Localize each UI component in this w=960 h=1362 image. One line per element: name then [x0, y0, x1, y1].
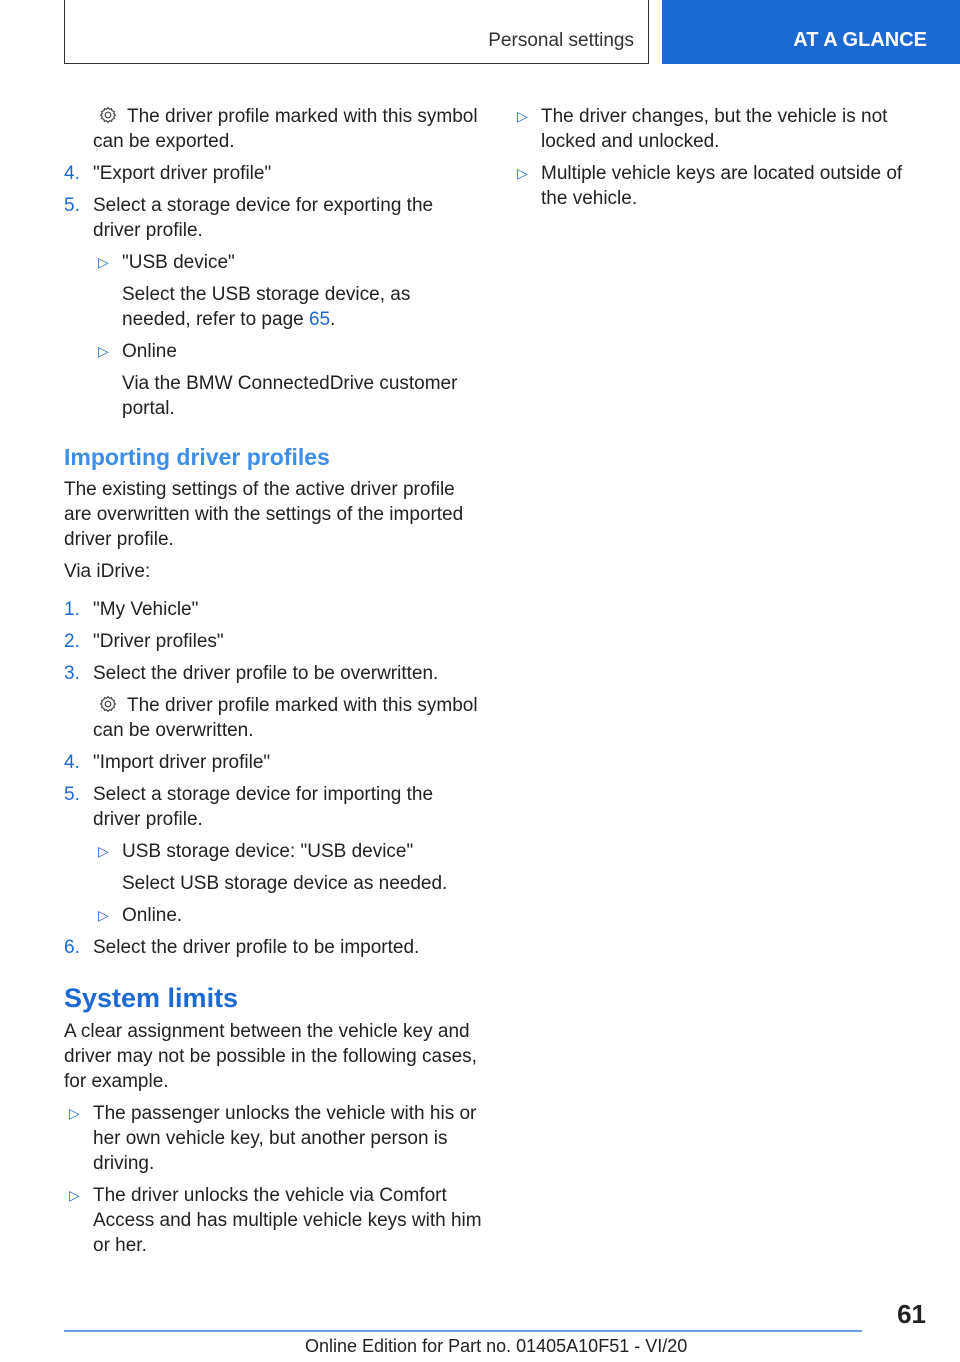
step-text: "Import driver profile" — [93, 752, 271, 773]
triangle-right-icon: ▷ — [517, 165, 528, 181]
list-item-import-2 — [64, 629, 484, 654]
sub-item-label: "USB device" — [122, 252, 235, 273]
list-item-import-3 — [64, 661, 484, 686]
sub-item-online-import — [64, 903, 484, 928]
bullet-text: The driver changes, but the vehicle is not locked and unlocked. — [541, 106, 888, 152]
step-text: Select a storage device for importing the driver profile. — [93, 784, 434, 830]
triangle-right-icon: ▷ — [517, 108, 528, 124]
bullet-text: The driver unlocks the vehicle via Comfort Access and has multiple vehicle keys with him or her. — [93, 1185, 482, 1256]
triangle-right-icon: ▷ — [69, 1187, 80, 1203]
step-text: "Driver profiles" — [93, 631, 224, 652]
step-text: "Export driver profile" — [93, 163, 272, 184]
limits-bullet-2 — [64, 1183, 484, 1258]
step-number: 5. — [64, 784, 80, 805]
usb-description — [64, 282, 484, 332]
usb-description-text: Select the USB storage device, as needed, refer to page — [122, 284, 411, 330]
header-section-title: Personal settings — [488, 30, 634, 51]
triangle-right-icon: ▷ — [98, 254, 109, 270]
limits-bullet-4 — [512, 161, 912, 211]
step-number: 6. — [64, 937, 80, 958]
sub-item-usb-import — [64, 839, 484, 864]
sub-item-label: Online — [122, 341, 177, 362]
step-number: 2. — [64, 631, 80, 652]
online-description: Via the BMW ConnectedDrive customer portal. — [122, 373, 458, 419]
via-idrive-label: Via iDrive: — [64, 561, 151, 582]
triangle-right-icon: ▷ — [98, 907, 109, 923]
step-text: "My Vehicle" — [93, 599, 199, 620]
edition-footer: Online Edition for Part no. 01405A10F51 - VI/20 — [305, 1336, 688, 1356]
sub-item-online — [64, 339, 484, 364]
list-item-step-4 — [64, 161, 484, 186]
page-reference-link[interactable]: 65 — [308, 309, 331, 330]
limits-bullet-1 — [64, 1101, 484, 1176]
step-number: 4. — [64, 752, 80, 773]
system-limits-heading: System limits — [64, 983, 239, 1013]
list-item-import-5 — [64, 782, 484, 832]
triangle-right-icon: ▷ — [98, 343, 109, 359]
step-text: Select the driver profile to be imported. — [93, 937, 420, 958]
bullet-text: The passenger unlocks the vehicle with his or her own vehicle key, but another person is driving. — [93, 1103, 477, 1174]
limits-bullet-3 — [512, 104, 912, 154]
usb-description-end: . — [330, 309, 336, 330]
step-number: 1. — [64, 599, 80, 620]
gear-icon — [99, 695, 117, 713]
overwrite-symbol-text: The driver profile marked with this symbol can be overwritten. — [93, 695, 478, 741]
step-text: Select the driver profile to be overwritten. — [93, 663, 439, 684]
list-item-import-6 — [64, 935, 484, 960]
import-intro: The existing settings of the active driver profile are overwritten with the settings of the imported driver profile. — [64, 479, 464, 550]
bullet-text: Multiple vehicle keys are located outside of the vehicle. — [541, 163, 903, 209]
export-symbol-note — [64, 104, 484, 154]
sub-item-label: Online. — [122, 905, 183, 926]
right-column — [512, 104, 912, 218]
step-text: Select a storage device for exporting the driver profile. — [93, 195, 434, 241]
footer-divider — [64, 1330, 862, 1332]
left-column — [64, 104, 484, 1265]
step-number: 3. — [64, 663, 80, 684]
list-item-import-4 — [64, 750, 484, 775]
header-section-box — [64, 0, 649, 64]
gear-icon — [99, 106, 117, 124]
page-number: 61 — [897, 1299, 926, 1329]
step-number: 4. — [64, 163, 80, 184]
system-limits-intro: A clear assignment between the vehicle key and driver may not be possible in the following cases, for example. — [64, 1021, 477, 1092]
step-number: 5. — [64, 195, 80, 216]
sub-item-usb — [64, 250, 484, 275]
export-symbol-text: The driver profile marked with this symbol can be exported. — [93, 106, 478, 152]
header-chapter-tab[interactable] — [662, 0, 960, 64]
overwrite-symbol-note — [64, 693, 484, 743]
triangle-right-icon: ▷ — [69, 1105, 80, 1121]
list-item-import-1 — [64, 597, 484, 622]
import-heading: Importing driver profiles — [64, 444, 330, 470]
list-item-step-5 — [64, 193, 484, 243]
usb-import-description: Select USB storage device as needed. — [122, 873, 448, 894]
header-chapter-title: AT A GLANCE — [793, 29, 927, 51]
sub-item-label: USB storage device: "USB device" — [122, 841, 414, 862]
triangle-right-icon: ▷ — [98, 843, 109, 859]
